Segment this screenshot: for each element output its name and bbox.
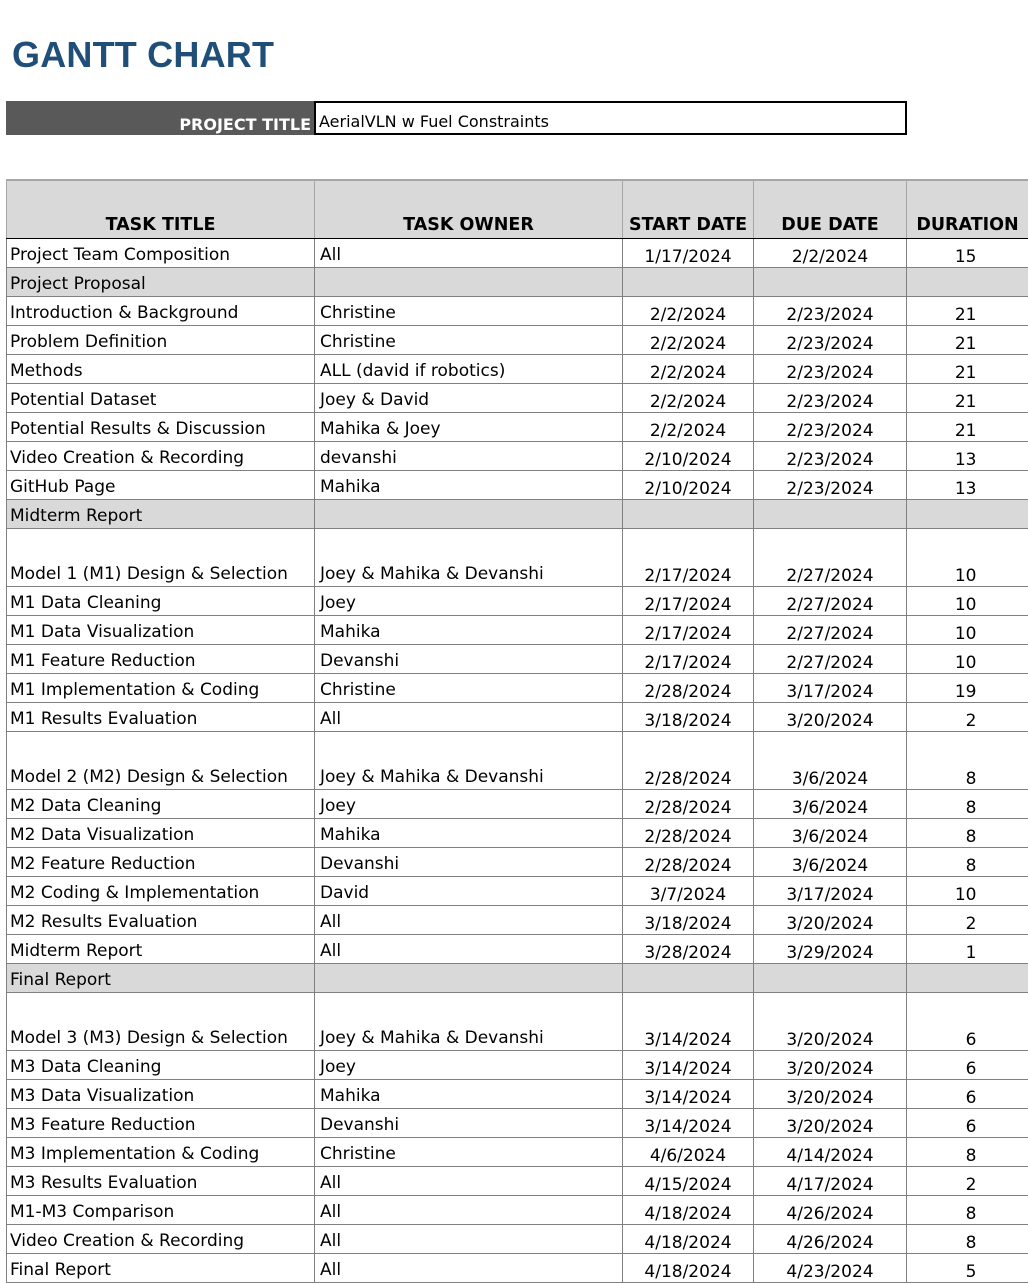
- duration-cell[interactable]: 8: [907, 731, 1028, 789]
- duration-cell[interactable]: 6: [907, 992, 1028, 1050]
- start-date-cell[interactable]: 2/2/2024: [623, 383, 754, 412]
- duration-cell[interactable]: 15: [907, 238, 1028, 267]
- task-title-cell[interactable]: M1 Feature Reduction: [7, 644, 315, 673]
- due-date-cell[interactable]: 4/26/2024: [754, 1224, 907, 1253]
- task-owner-cell[interactable]: Joey: [315, 1050, 623, 1079]
- task-title-cell[interactable]: GitHub Page: [7, 470, 315, 499]
- task-owner-cell[interactable]: All: [315, 905, 623, 934]
- task-owner-cell[interactable]: All: [315, 1224, 623, 1253]
- table-row: [7, 1195, 1028, 1224]
- due-date-cell[interactable]: 2/23/2024: [754, 354, 907, 383]
- task-owner-cell[interactable]: devanshi: [315, 441, 623, 470]
- due-date-cell[interactable]: 4/14/2024: [754, 1137, 907, 1166]
- due-date-cell[interactable]: [754, 963, 907, 992]
- table-row: [7, 1108, 1028, 1137]
- table-row: [7, 383, 1028, 412]
- table-row: [7, 1050, 1028, 1079]
- start-date-cell[interactable]: 3/14/2024: [623, 1079, 754, 1108]
- task-title-cell[interactable]: Model 3 (M3) Design & Selection: [7, 992, 315, 1050]
- due-date-cell[interactable]: 2/27/2024: [754, 615, 907, 644]
- task-owner-cell[interactable]: Devanshi: [315, 644, 623, 673]
- table-row: [7, 673, 1028, 702]
- duration-cell[interactable]: 13: [907, 441, 1028, 470]
- duration-cell[interactable]: [907, 499, 1028, 528]
- due-date-cell[interactable]: 2/23/2024: [754, 470, 907, 499]
- duration-cell[interactable]: 10: [907, 615, 1028, 644]
- task-owner-cell[interactable]: Mahika: [315, 818, 623, 847]
- task-title-cell[interactable]: M2 Coding & Implementation: [7, 876, 315, 905]
- due-date-cell[interactable]: 3/6/2024: [754, 818, 907, 847]
- duration-cell[interactable]: 21: [907, 325, 1028, 354]
- task-owner-cell[interactable]: All: [315, 702, 623, 731]
- duration-cell[interactable]: [907, 267, 1028, 296]
- task-owner-cell[interactable]: Mahika: [315, 615, 623, 644]
- task-owner-cell[interactable]: Joey & Mahika & Devanshi: [315, 528, 623, 586]
- start-date-cell[interactable]: 3/14/2024: [623, 1108, 754, 1137]
- table-row: [7, 992, 1028, 1050]
- start-date-cell[interactable]: 2/17/2024: [623, 615, 754, 644]
- task-owner-cell[interactable]: [315, 499, 623, 528]
- start-date-cell[interactable]: 2/28/2024: [623, 731, 754, 789]
- table-row: [7, 238, 1028, 267]
- table-row: [7, 731, 1028, 789]
- table-row: [7, 412, 1028, 441]
- task-title-cell[interactable]: Model 1 (M1) Design & Selection: [7, 528, 315, 586]
- table-row: [7, 354, 1028, 383]
- start-date-cell[interactable]: 2/10/2024: [623, 470, 754, 499]
- task-owner-cell[interactable]: Mahika: [315, 470, 623, 499]
- start-date-cell[interactable]: 2/28/2024: [623, 673, 754, 702]
- table-row: [7, 1137, 1028, 1166]
- task-owner-cell[interactable]: Joey & David: [315, 383, 623, 412]
- task-owner-cell[interactable]: All: [315, 1195, 623, 1224]
- column-header-task-owner[interactable]: TASK OWNER: [315, 180, 623, 238]
- duration-cell[interactable]: 21: [907, 354, 1028, 383]
- page-title: GANTT CHART: [12, 34, 274, 76]
- table-row: [7, 702, 1028, 731]
- start-date-cell[interactable]: 4/18/2024: [623, 1253, 754, 1282]
- task-owner-cell[interactable]: Joey & Mahika & Devanshi: [315, 731, 623, 789]
- task-owner-cell[interactable]: Devanshi: [315, 847, 623, 876]
- task-owner-cell[interactable]: All: [315, 238, 623, 267]
- duration-cell[interactable]: 19: [907, 673, 1028, 702]
- duration-cell[interactable]: 1: [907, 934, 1028, 963]
- start-date-cell[interactable]: 3/14/2024: [623, 992, 754, 1050]
- due-date-cell[interactable]: 2/23/2024: [754, 441, 907, 470]
- duration-cell[interactable]: 5: [907, 1253, 1028, 1282]
- duration-cell[interactable]: 10: [907, 876, 1028, 905]
- task-owner-cell[interactable]: Christine: [315, 1137, 623, 1166]
- start-date-cell[interactable]: 2/17/2024: [623, 528, 754, 586]
- table-row: [7, 789, 1028, 818]
- table-row: [7, 934, 1028, 963]
- task-owner-cell[interactable]: Joey & Mahika & Devanshi: [315, 992, 623, 1050]
- due-date-cell[interactable]: 4/26/2024: [754, 1195, 907, 1224]
- duration-cell[interactable]: 10: [907, 586, 1028, 615]
- task-title-cell[interactable]: Midterm Report: [7, 934, 315, 963]
- section-row: [7, 499, 1028, 528]
- duration-cell[interactable]: 13: [907, 470, 1028, 499]
- due-date-cell[interactable]: 3/20/2024: [754, 992, 907, 1050]
- task-title-cell[interactable]: Final Report: [7, 1253, 315, 1282]
- start-date-cell[interactable]: 3/18/2024: [623, 702, 754, 731]
- duration-cell[interactable]: 21: [907, 383, 1028, 412]
- table-row: [7, 441, 1028, 470]
- task-title-cell[interactable]: Methods: [7, 354, 315, 383]
- section-row: [7, 963, 1028, 992]
- start-date-cell[interactable]: 3/28/2024: [623, 934, 754, 963]
- table-row: [7, 1253, 1028, 1282]
- start-date-cell[interactable]: 2/10/2024: [623, 441, 754, 470]
- task-owner-cell[interactable]: All: [315, 1166, 623, 1195]
- task-table-body: [7, 238, 1028, 1282]
- task-title-cell[interactable]: M3 Results Evaluation: [7, 1166, 315, 1195]
- section-row: [7, 267, 1028, 296]
- task-title-cell[interactable]: M3 Feature Reduction: [7, 1108, 315, 1137]
- task-title-cell[interactable]: Video Creation & Recording: [7, 1224, 315, 1253]
- task-title-cell[interactable]: M1 Results Evaluation: [7, 702, 315, 731]
- task-title-cell[interactable]: M2 Data Cleaning: [7, 789, 315, 818]
- task-title-cell[interactable]: M3 Data Visualization: [7, 1079, 315, 1108]
- start-date-cell[interactable]: 4/6/2024: [623, 1137, 754, 1166]
- due-date-cell[interactable]: 3/20/2024: [754, 905, 907, 934]
- start-date-cell[interactable]: 3/14/2024: [623, 1050, 754, 1079]
- project-title-label-cell[interactable]: [6, 101, 314, 135]
- duration-cell[interactable]: [907, 963, 1028, 992]
- project-title-label: PROJECT TITLE: [179, 115, 311, 134]
- task-title-cell[interactable]: Potential Dataset: [7, 383, 315, 412]
- table-row: [7, 296, 1028, 325]
- header-row: [7, 180, 1028, 238]
- start-date-cell[interactable]: 2/17/2024: [623, 644, 754, 673]
- task-owner-cell[interactable]: All: [315, 1253, 623, 1282]
- due-date-cell[interactable]: 3/20/2024: [754, 1079, 907, 1108]
- task-title-cell[interactable]: M1 Implementation & Coding: [7, 673, 315, 702]
- start-date-cell[interactable]: 2/2/2024: [623, 354, 754, 383]
- task-title-cell[interactable]: Introduction & Background: [7, 296, 315, 325]
- due-date-cell[interactable]: 3/17/2024: [754, 876, 907, 905]
- due-date-cell[interactable]: 3/20/2024: [754, 702, 907, 731]
- table-row: [7, 876, 1028, 905]
- column-header-task-title[interactable]: TASK TITLE: [7, 180, 315, 238]
- start-date-cell[interactable]: 2/28/2024: [623, 789, 754, 818]
- task-title-cell[interactable]: Final Report: [7, 963, 315, 992]
- due-date-cell[interactable]: [754, 267, 907, 296]
- table-row: [7, 470, 1028, 499]
- duration-cell[interactable]: 8: [907, 1195, 1028, 1224]
- task-owner-cell[interactable]: All: [315, 934, 623, 963]
- table-row: [7, 1166, 1028, 1195]
- task-owner-cell[interactable]: Mahika & Joey: [315, 412, 623, 441]
- due-date-cell[interactable]: 2/27/2024: [754, 644, 907, 673]
- duration-cell[interactable]: 6: [907, 1050, 1028, 1079]
- duration-cell[interactable]: 8: [907, 847, 1028, 876]
- task-owner-cell[interactable]: David: [315, 876, 623, 905]
- duration-cell[interactable]: 2: [907, 1166, 1028, 1195]
- start-date-cell[interactable]: 2/2/2024: [623, 296, 754, 325]
- task-title-cell[interactable]: Midterm Report: [7, 499, 315, 528]
- duration-cell[interactable]: 10: [907, 528, 1028, 586]
- due-date-cell[interactable]: 4/23/2024: [754, 1253, 907, 1282]
- task-title-cell[interactable]: Problem Definition: [7, 325, 315, 354]
- table-row: [7, 847, 1028, 876]
- task-title-cell[interactable]: M2 Results Evaluation: [7, 905, 315, 934]
- due-date-cell[interactable]: 2/23/2024: [754, 296, 907, 325]
- table-row: [7, 528, 1028, 586]
- project-title-value[interactable]: AerialVLN w Fuel Constraints: [314, 101, 907, 135]
- task-owner-cell[interactable]: Christine: [315, 296, 623, 325]
- start-date-cell[interactable]: 2/2/2024: [623, 412, 754, 441]
- column-header-start-date[interactable]: START DATE: [623, 180, 754, 238]
- task-owner-cell[interactable]: Mahika: [315, 1079, 623, 1108]
- column-header-due-date[interactable]: DUE DATE: [754, 180, 907, 238]
- task-title-cell[interactable]: M1-M3 Comparison: [7, 1195, 315, 1224]
- task-title-cell[interactable]: M2 Data Visualization: [7, 818, 315, 847]
- duration-cell[interactable]: 6: [907, 1079, 1028, 1108]
- start-date-cell[interactable]: [623, 499, 754, 528]
- table-row: [7, 325, 1028, 354]
- start-date-cell[interactable]: [623, 963, 754, 992]
- due-date-cell[interactable]: 3/20/2024: [754, 1050, 907, 1079]
- task-owner-cell[interactable]: Joey: [315, 789, 623, 818]
- duration-cell[interactable]: 21: [907, 412, 1028, 441]
- task-title-cell[interactable]: M1 Data Visualization: [7, 615, 315, 644]
- task-owner-cell[interactable]: Christine: [315, 673, 623, 702]
- task-owner-cell[interactable]: Joey: [315, 586, 623, 615]
- task-title-cell[interactable]: Model 2 (M2) Design & Selection: [7, 731, 315, 789]
- task-owner-cell[interactable]: [315, 267, 623, 296]
- due-date-cell[interactable]: 2/23/2024: [754, 383, 907, 412]
- table-row: [7, 644, 1028, 673]
- start-date-cell[interactable]: 2/28/2024: [623, 847, 754, 876]
- duration-cell[interactable]: 2: [907, 702, 1028, 731]
- due-date-cell[interactable]: 2/2/2024: [754, 238, 907, 267]
- duration-cell[interactable]: 10: [907, 644, 1028, 673]
- duration-cell[interactable]: 21: [907, 296, 1028, 325]
- task-title-cell[interactable]: M3 Data Cleaning: [7, 1050, 315, 1079]
- task-owner-cell[interactable]: Devanshi: [315, 1108, 623, 1137]
- due-date-cell[interactable]: 3/20/2024: [754, 1108, 907, 1137]
- task-title-cell[interactable]: Potential Results & Discussion: [7, 412, 315, 441]
- due-date-cell[interactable]: 3/29/2024: [754, 934, 907, 963]
- table-row: [7, 586, 1028, 615]
- column-header-duration[interactable]: DURATION: [907, 180, 1028, 238]
- start-date-cell[interactable]: [623, 267, 754, 296]
- start-date-cell[interactable]: 3/7/2024: [623, 876, 754, 905]
- duration-cell[interactable]: 6: [907, 1108, 1028, 1137]
- duration-cell[interactable]: 8: [907, 818, 1028, 847]
- table-row: [7, 615, 1028, 644]
- start-date-cell[interactable]: 2/17/2024: [623, 586, 754, 615]
- task-owner-cell[interactable]: Christine: [315, 325, 623, 354]
- due-date-cell[interactable]: 3/6/2024: [754, 789, 907, 818]
- due-date-cell[interactable]: 3/6/2024: [754, 731, 907, 789]
- start-date-cell[interactable]: 4/15/2024: [623, 1166, 754, 1195]
- start-date-cell[interactable]: 1/17/2024: [623, 238, 754, 267]
- duration-cell[interactable]: 8: [907, 1224, 1028, 1253]
- due-date-cell[interactable]: 2/27/2024: [754, 528, 907, 586]
- task-owner-cell[interactable]: [315, 963, 623, 992]
- task-table: [6, 179, 1028, 1283]
- table-row: [7, 905, 1028, 934]
- due-date-cell[interactable]: 3/6/2024: [754, 847, 907, 876]
- duration-cell[interactable]: 2: [907, 905, 1028, 934]
- start-date-cell[interactable]: 2/2/2024: [623, 325, 754, 354]
- table-row: [7, 1079, 1028, 1108]
- start-date-cell[interactable]: 4/18/2024: [623, 1224, 754, 1253]
- task-title-cell[interactable]: Video Creation & Recording: [7, 441, 315, 470]
- due-date-cell[interactable]: 2/23/2024: [754, 412, 907, 441]
- duration-cell[interactable]: 8: [907, 1137, 1028, 1166]
- start-date-cell[interactable]: 3/18/2024: [623, 905, 754, 934]
- start-date-cell[interactable]: 4/18/2024: [623, 1195, 754, 1224]
- due-date-cell[interactable]: 4/17/2024: [754, 1166, 907, 1195]
- task-title-cell[interactable]: M3 Implementation & Coding: [7, 1137, 315, 1166]
- due-date-cell[interactable]: 3/17/2024: [754, 673, 907, 702]
- due-date-cell[interactable]: 2/23/2024: [754, 325, 907, 354]
- task-title-cell[interactable]: M2 Feature Reduction: [7, 847, 315, 876]
- task-title-cell[interactable]: Project Team Composition: [7, 238, 315, 267]
- start-date-cell[interactable]: 2/28/2024: [623, 818, 754, 847]
- table-row: [7, 818, 1028, 847]
- due-date-cell[interactable]: 2/27/2024: [754, 586, 907, 615]
- due-date-cell[interactable]: [754, 499, 907, 528]
- table-row: [7, 1224, 1028, 1253]
- duration-cell[interactable]: 8: [907, 789, 1028, 818]
- task-title-cell[interactable]: Project Proposal: [7, 267, 315, 296]
- task-title-cell[interactable]: M1 Data Cleaning: [7, 586, 315, 615]
- task-owner-cell[interactable]: ALL (david if robotics): [315, 354, 623, 383]
